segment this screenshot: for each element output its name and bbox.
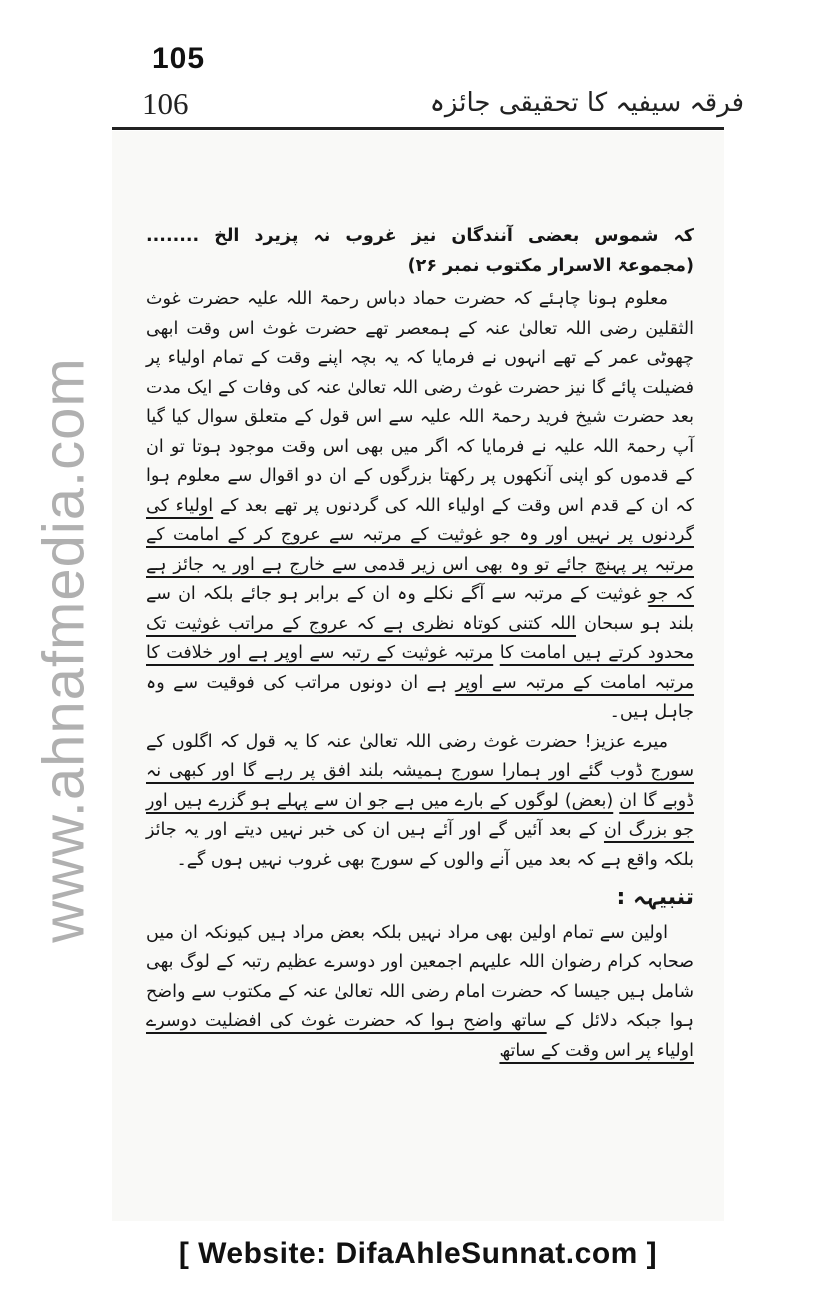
section-heading: تنبیہہ : (616, 885, 694, 910)
paragraph-1-part-g: ہے ان دونوں مراتب کی فوقیت سے وہ جاہل ہیں۔ (146, 672, 694, 722)
paragraph-3 (146, 919, 694, 1067)
opening-quote: کہ شموس بعضی آنندگان نیز غروب نہ پزیرد الخ ........ (مجموعۃ الاسرار مکتوب نمبر ۲۶) (146, 226, 694, 276)
book-title: فرقہ سیفیہ کا تحقیقی جائزہ (429, 88, 744, 118)
header-rule (112, 127, 724, 130)
paragraph-2 (146, 728, 694, 876)
paragraph-2-part-b: سورج ڈوب گئے اور ہمارا سورج ہمیشہ بلند افق پر رہے گا اور کبھی نہ ڈوبے گا ان (146, 761, 694, 811)
paragraph-1-part-d: غوثیت کے مرتبہ سے آگے نکلے وہ ان کے برابر ہو جائے بلکہ ان سے بلند ہو سبحان (146, 584, 694, 634)
paragraph-1-part-b: اولیاء کی گردنوں پر نہیں اور وہ جو غوثیت کے مرتبہ سے عروج کر کے امامت کے (146, 495, 694, 545)
paragraph-2-part-c: (بعض) لوگوں کے بارے میں ہے جو ان سے پہلے ہو گزرے ہیں اور جو بزرگ ان (146, 790, 694, 840)
paragraph-2-part-a: میرے عزیز! حضرت غوث رضی اللہ تعالیٰ عنہ کا یہ قول کہ اگلوں کے (146, 731, 668, 752)
paragraph-1-part-a: معلوم ہونا چاہئے کہ حضرت حماد دباس رحمۃ اللہ علیہ حضرت غوث الثقلین رضی اللہ تعالیٰ عنہ کے ہمعصر تھے حضرت غوث اس وقت ابھی چھوٹی عمر کے تھے انہوں نے فرمایا کہ یہ بچہ اپنے وقت کے تمام اولیاء پر فضیلت پائے گا نیز حضرت غوث رضی اللہ تعالیٰ عنہ کی وفات کے ایک مدت بعد حضرت شیخ فرید رحمۃ اللہ علیہ سے اس قول کے متعلق سوال کیا گیا آپ رحمۃ اللہ علیہ نے فرمایا کہ اگر میں بھی اس وقت موجود ہوتا تو ان کے قدموں کو اپنی آنکھوں پر رکھتا بزرگوں کے ان دو اقوال سے معلوم ہوا کہ ان کے قدم اس وقت کے اولیاء اللہ کی گردنوں پر تھے بعد کے (146, 289, 694, 516)
paragraph-3-part-b: ساتھ واضح ہوا کہ حضرت غوث کی افضلیت دوسرے اولیاء پر اس وقت کے ساتھ (146, 1011, 694, 1061)
website-link[interactable]: [ Website: DifaAhleSunnat.com ] (178, 1237, 658, 1270)
body-text (146, 222, 694, 1066)
page-number-scan: 106 (142, 86, 189, 121)
paragraph-2-part-d: کے بعد آئیں گے اور آئے ہیں ان کی خبر نہیں دیتے اور یہ جائز بلکہ واقع ہے کہ بعد میں آنے والوں کے سورج بھی غروب نہیں ہوں گے۔ (146, 820, 694, 870)
watermark: www.ahnafmedia.com (31, 357, 97, 943)
paragraph-1 (146, 285, 694, 728)
paragraph-1-part-e: اللہ کتنی کوتاہ نظری ہے کہ عروج کے مراتب غوثیت تک محدود کرتے ہیں امامت کا (146, 613, 695, 663)
paragraph-1-part-f: مرتبہ غوثیت کے رتبہ سے اوپر ہے اور خلافت کا مرتبہ امامت کے مرتبہ سے اوپر (146, 643, 694, 693)
paragraph-3-part-a: اولین سے تمام اولین بھی مراد نہیں بلکہ بعض مراد ہیں کیونکہ ان میں صحابہ کرام رضوان اللہ علیہم اجمعین اور دوسرے عظیم رتبہ کے لوگ بھی شامل ہیں جیسا کہ حضرت امام رضی اللہ تعالیٰ عنہ کے مکتوب سے واضح ہوا جبکہ دلائل کے (146, 922, 694, 1031)
paragraph-1-part-c: مرتبہ پر پہنچ جائے تو وہ بھی اس زیر قدمی سے خارج ہے اور یہ جائز ہے کہ جو (146, 554, 694, 604)
page-number-top: 105 (152, 42, 206, 75)
